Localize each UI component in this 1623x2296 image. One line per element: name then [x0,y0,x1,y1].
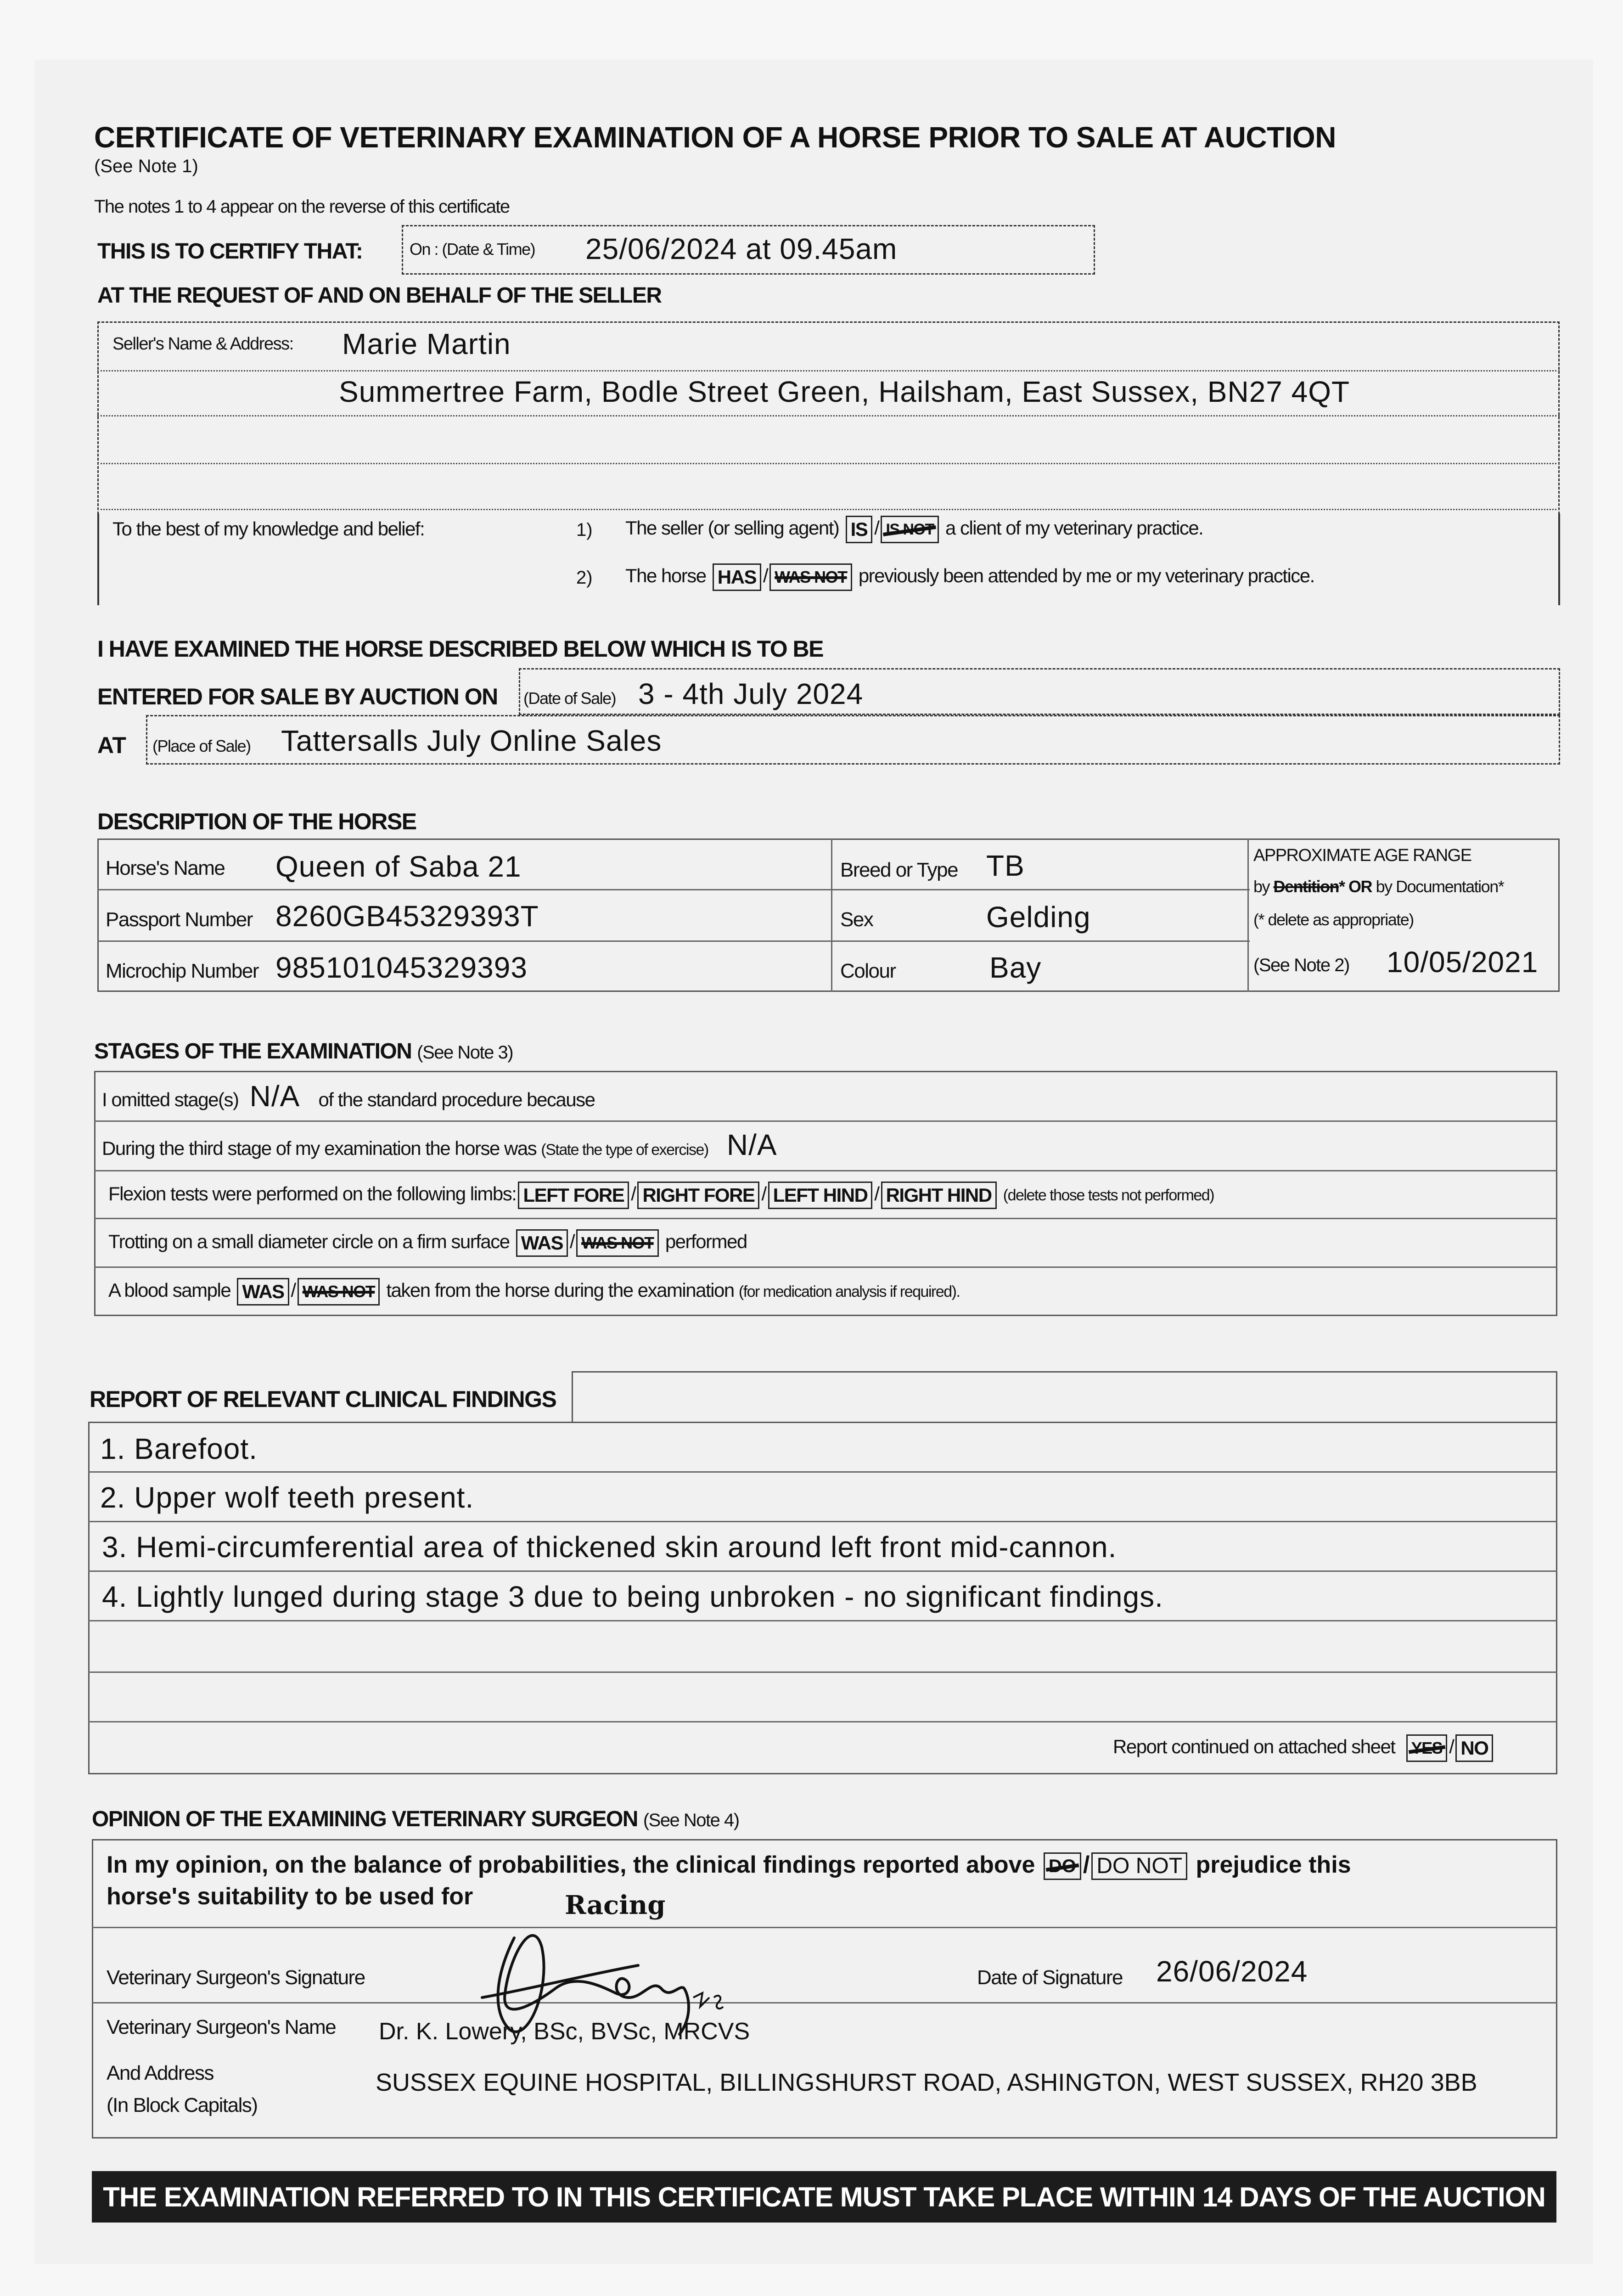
item1-line: The seller (or selling agent) IS / IS NOT a client of my veterinary practice. [625,513,1203,543]
flexion-suffix: (delete those tests not performed) [1003,1187,1214,1204]
findings-line-1 [88,1471,1557,1473]
seller-line-1 [97,370,1560,371]
opinion-line-2-text: horse's suitability to be used for [107,1883,473,1910]
left-fore-tag: LEFT FORE [518,1182,629,1209]
age-dentition: Dentition [1273,877,1339,896]
on-date-value: 25/06/2024 at 09.45am [585,232,898,265]
trot-prefix: Trotting on a small diameter circle on a firm surface [108,1231,510,1252]
continued-yes-tag: YES [1406,1734,1448,1762]
desc-col-line-1 [831,838,832,992]
age-value: 10/05/2021 [1387,945,1539,979]
stages-row-line-3 [94,1218,1557,1219]
stages-heading-line [94,1039,513,1064]
vet-name-value: Dr. K. Lowery, BSc, BVSc, MRCVS [379,2018,750,2045]
signature-date-label: Date of Signature [977,1966,1123,1989]
blood-row: A blood sample WAS / WAS NOT taken from the horse during the examination (for medication analysis if required). [108,1276,960,1306]
omitted-value: N/A [249,1080,300,1113]
item1-is-tag: IS [846,516,873,543]
desc-row-line-1 [97,889,1250,890]
item1-prefix: The seller (or selling agent) [625,517,839,539]
blood-prefix: A blood sample [108,1279,231,1301]
item2-num: 2) [576,568,593,588]
trot-suffix: performed [665,1231,747,1252]
flexion-prefix: Flexion tests were performed on the following limbs: [108,1183,517,1204]
findings-line-3 [88,1570,1557,1572]
description-heading: DESCRIPTION OF THE HORSE [97,809,416,834]
footer-banner: THE EXAMINATION REFERRED TO IN THIS CERTIFICATE MUST TAKE PLACE WITHIN 14 DAYS OF THE AUCTION [92,2171,1556,2223]
age-delete-note: (* delete as appropriate) [1253,910,1414,929]
findings-line-2 [88,1521,1557,1522]
trot-row: Trotting on a small diameter circle on a firm surface WAS / WAS NOT performed [108,1227,747,1257]
right-hind-tag: RIGHT HIND [881,1182,997,1209]
breed-value: TB [986,849,1025,882]
horse-name-value: Queen of Saba 21 [275,850,522,883]
age-heading: APPROXIMATE AGE RANGE [1253,846,1471,865]
age-method [1253,877,1504,896]
report-continued-label: Report continued on attached sheet [1113,1736,1395,1757]
opinion-heading-note: (See Note 4) [643,1810,739,1830]
item2-suffix: previously been attended by me or my veterinary practice. [858,565,1314,586]
stages-row-line-1 [94,1120,1557,1122]
finding-3: 3. Hemi-circumferential area of thickened skin around left front mid-cannon. [102,1531,1117,1564]
trot-wasnot-tag: WAS NOT [576,1229,659,1257]
blood-note: (for medication analysis if required). [738,1283,960,1300]
item1-suffix: a client of my veterinary practice. [945,517,1203,539]
opinion-do-tag: DO [1044,1852,1081,1880]
third-stage-row [102,1129,777,1166]
third-prefix: During the third stage of my examination the horse was [102,1137,537,1159]
seller-line-4 [97,509,1560,510]
age-documentation: by Documentation* [1376,877,1504,896]
left-hind-tag: LEFT HIND [768,1182,873,1209]
colour-label: Colour [840,960,896,982]
notes-line: The notes 1 to 4 appear on the reverse of this certificate [94,197,510,217]
stages-row-line-4 [94,1266,1557,1268]
third-value: N/A [726,1128,777,1161]
certificate-title: CERTIFICATE OF VETERINARY EXAMINATION OF A HORSE PRIOR TO SALE AT AUCTION [94,121,1336,154]
age-or: * OR [1339,877,1372,896]
third-note: (State the type of exercise) [541,1141,708,1159]
breed-label: Breed or Type [840,859,958,881]
report-continued-row: Report continued on attached sheet YES / NO [1113,1732,1495,1762]
horse-name-label: Horse's Name [106,857,225,879]
seller-name: Marie Martin [342,327,511,360]
findings-line-6 [88,1721,1557,1722]
microchip-label: Microchip Number [106,960,258,982]
opinion-use-value: Racing [565,1890,666,1920]
signature-label: Veterinary Surgeon's Signature [107,1966,365,1989]
blood-wasnot-tag: WAS NOT [298,1278,380,1306]
seller-left-edge [97,513,99,605]
address-label: And Address [107,2062,213,2084]
flexion-row: Flexion tests were performed on the following limbs: LEFT FORE / RIGHT FORE / LEFT HIND / RIGHT HIND (delete those tests not performed) [108,1179,1214,1210]
item2-wasnot-tag: WAS NOT [769,563,852,591]
sale-place-value: Tattersalls July Online Sales [281,724,662,757]
opinion-heading: OPINION OF THE EXAMINING VETERINARY SURGEON [92,1807,638,1831]
item2-prefix: The horse [625,565,706,586]
entered-label: ENTERED FOR SALE BY AUCTION ON [97,684,498,709]
examined-line: I HAVE EXAMINED THE HORSE DESCRIBED BELOW WHICH IS TO BE [97,636,823,662]
see-note-1: (See Note 1) [94,156,198,176]
item2-line: The horse HAS / WAS NOT previously been attended by me or my veterinary practice. [625,561,1314,591]
right-fore-tag: RIGHT FORE [637,1182,759,1209]
opinion-suffix: prejudice this [1196,1851,1351,1878]
trot-was-tag: WAS [516,1229,568,1257]
age-see-note: (See Note 2) [1253,955,1349,975]
blood-was-tag: WAS [237,1278,289,1306]
seller-line-2 [97,415,1560,416]
finding-2: 2. Upper wolf teeth present. [100,1481,474,1514]
opinion-heading-line [92,1806,739,1832]
seller-right-edge [1558,513,1560,605]
item1-isnot-tag: IS NOT [881,516,938,543]
stages-heading: STAGES OF THE EXAMINATION [94,1039,412,1064]
item1-num: 1) [576,520,593,540]
finding-1: 1. Barefoot. [100,1432,258,1465]
request-line: AT THE REQUEST OF AND ON BEHALF OF THE SELLER [97,283,662,308]
opinion-prefix: In my opinion, on the balance of probabilities, the clinical findings reported above [107,1851,1035,1878]
age-by: by [1253,877,1270,896]
omitted-row [102,1080,595,1116]
vet-address-value: SUSSEX EQUINE HOSPITAL, BILLINGSHURST ROAD, ASHINGTON, WEST SUSSEX, RH20 3BB [376,2069,1477,2096]
sex-label: Sex [840,908,873,931]
sale-place-label: (Place of Sale) [152,737,251,755]
blood-suffix: taken from the horse during the examination [386,1279,734,1301]
findings-heading: REPORT OF RELEVANT CLINICAL FINDINGS [90,1386,556,1412]
omitted-prefix: I omitted stage(s) [102,1089,239,1110]
passport-value: 8260GB45329393T [275,900,539,933]
belief-label: To the best of my knowledge and belief: [112,518,425,540]
findings-line-5 [88,1671,1557,1673]
item2-has-tag: HAS [713,563,761,591]
sex-value: Gelding [986,900,1091,934]
opinion-line-2 [92,2002,1557,2003]
seller-address: Summertree Farm, Bodle Street Green, Hailsham, East Sussex, BN27 4QT [339,375,1350,408]
certify-label: THIS IS TO CERTIFY THAT: [97,239,363,264]
stages-heading-note: (See Note 3) [417,1042,513,1063]
findings-heading-box [572,1371,1557,1423]
vet-name-label: Veterinary Surgeon's Name [107,2016,336,2038]
continued-no-tag: NO [1455,1734,1493,1762]
desc-row-line-2 [97,940,1250,942]
address-label-caps: (In Block Capitals) [107,2094,258,2116]
microchip-value: 985101045329393 [275,951,528,984]
on-date-label: On : (Date & Time) [410,240,535,259]
findings-line-4 [88,1620,1557,1621]
passport-label: Passport Number [106,908,253,931]
seller-line-3 [97,463,1560,464]
colour-value: Bay [989,951,1042,984]
opinion-line-1 [92,1927,1557,1928]
signature-date-value: 26/06/2024 [1156,1955,1308,1988]
seller-name-label: Seller's Name & Address: [112,334,293,354]
at-label: AT [97,732,126,758]
sale-date-value: 3 - 4th July 2024 [638,677,864,710]
finding-4: 4. Lightly lunged during stage 3 due to being unbroken - no significant findings. [102,1580,1163,1613]
opinion-line-1-text: In my opinion, on the balance of probabilities, the clinical findings reported above DO / DO NOT prejudice this [107,1850,1351,1880]
desc-col-line-2 [1247,838,1249,992]
stages-row-line-2 [94,1170,1557,1171]
sale-date-label: (Date of Sale) [523,689,616,708]
omitted-suffix: of the standard procedure because [318,1089,595,1110]
opinion-do-not-tag: DO NOT [1091,1852,1187,1880]
